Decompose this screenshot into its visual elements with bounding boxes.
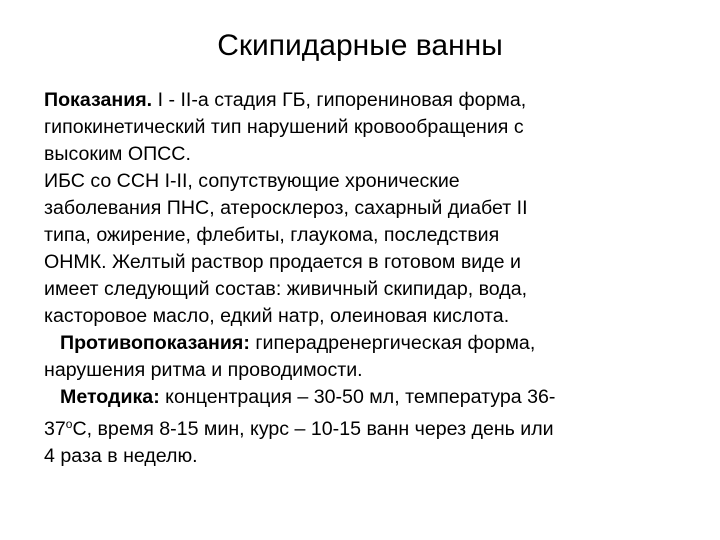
indications-line-8: имеет следующий состав: живичный скипидар, вода, [44, 278, 528, 300]
contraindications-label: Противопоказания: [60, 332, 250, 354]
indications-text-1: I - II-а стадия ГБ, гипорениновая форма, [152, 89, 527, 111]
contraindications-line-2: нарушения ритма и проводимости. [44, 359, 363, 381]
slide-body [44, 87, 684, 470]
method-temp-value: 37 [44, 418, 66, 440]
method-line-3: 4 раза в неделю. [44, 445, 198, 467]
indications-line-6: типа, ожирение, флебиты, глаукома, последствия [44, 224, 500, 246]
indications-line-4: ИБС со ССН I-II, сопутствующие хронические [44, 170, 460, 192]
indications-line-9: касторовое масло, едкий натр, олеиновая кислота. [44, 305, 510, 327]
degree-mark: о [65, 417, 73, 431]
method-text-2: С, время 8-15 мин, курс – 10-15 ванн через день или [72, 418, 554, 440]
method-line-2 [44, 411, 684, 443]
indications-line-7: ОНМК. Желтый раствор продается в готовом виде и [44, 251, 521, 273]
method-line-1 [44, 384, 684, 411]
slide-title: Скипидарные ванны [217, 29, 503, 62]
indications-line-3: высоким ОПСС. [44, 143, 191, 165]
indications-line-1 [44, 87, 684, 114]
indications-label: Показания. [44, 89, 153, 111]
contraindications-text-1: гиперадренергическая форма, [249, 332, 536, 354]
indications-line-5: заболевания ПНС, атеросклероз, сахарный диабет II [44, 197, 528, 219]
indications-line-2: гипокинетический тип нарушений кровообращения с [44, 116, 524, 138]
method-label: Методика: [60, 386, 160, 408]
method-text-1: концентрация – 30-50 мл, температура 36- [159, 386, 556, 408]
contraindications-line-1 [44, 330, 684, 357]
